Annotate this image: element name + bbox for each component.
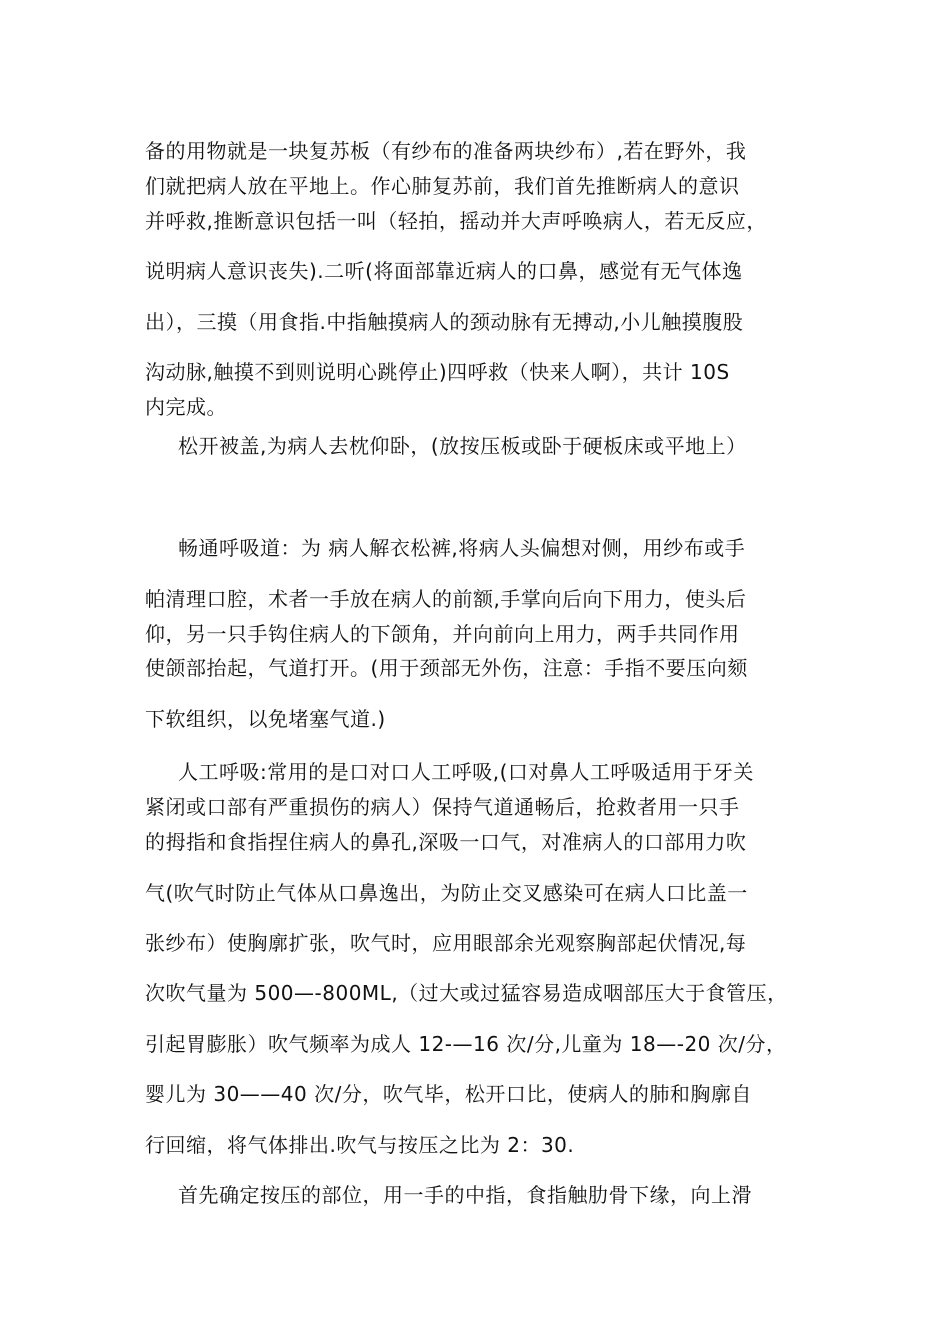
text-line: 引起胃膨胀）吹气频率为成人 12-—16 次/分,儿童为 18—-20 次/分， xyxy=(145,1032,787,1056)
text-line: 人工呼吸:常用的是口对口人工呼吸,(口对鼻人工呼吸适用于牙关 xyxy=(178,760,754,784)
text-line: 沟动脉,触摸不到则说明心跳停止)四呼救（快来人啊），共计 10S xyxy=(145,360,730,384)
text-line: 次吹气量为 500—-800ML,（过大或过猛容易造成咽部压大于食管压， xyxy=(145,981,788,1005)
text-line: 仰，另一只手钩住病人的下颌角，并向前向上用力，两手共同作用 xyxy=(145,622,740,646)
text-line: 气(吹气时防止气体从口鼻逸出，为防止交叉感染可在病人口比盖一 xyxy=(145,881,748,905)
text-line: 说明病人意识丧失).二听(将面部靠近病人的口鼻，感觉有无气体逸 xyxy=(145,259,743,283)
text-line: 首先确定按压的部位，用一手的中指，食指触肋骨下缘，向上滑 xyxy=(178,1183,752,1207)
text-line: 行回缩，将气体排出.吹气与按压之比为 2：30. xyxy=(145,1133,575,1157)
text-line: 备的用物就是一块复苏板（有纱布的准备两块纱布）,若在野外，我 xyxy=(145,139,747,163)
text-line: 内完成。 xyxy=(145,395,227,419)
text-line: 出），三摸（用食指.中指触摸病人的颈动脉有无搏动,小儿触摸腹股 xyxy=(145,310,744,334)
text-line: 们就把病人放在平地上。作心肺复苏前，我们首先推断病人的意识 xyxy=(145,174,740,198)
text-line: 下软组织，以免堵塞气道.) xyxy=(145,707,386,731)
text-line: 畅通呼吸道：为 病人解衣松裤,将病人头偏想对侧，用纱布或手 xyxy=(178,536,746,560)
text-line: 紧闭或口部有严重损伤的病人）保持气道通畅后，抢救者用一只手 xyxy=(145,795,740,819)
text-line: 并呼救,推断意识包括一叫（轻拍，摇动并大声呼唤病人，若无反应， xyxy=(145,209,767,233)
text-line: 的拇指和食指捏住病人的鼻孔,深吸一口气，对准病人的口部用力吹 xyxy=(145,830,747,854)
text-line: 张纱布）使胸廓扩张，吹气时，应用眼部余光观察胸部起伏情况,每 xyxy=(145,931,747,955)
text-line: 松开被盖,为病人去枕仰卧，(放按压板或卧于硬板床或平地上） xyxy=(178,434,747,458)
text-line: 帕清理口腔，术者一手放在病人的前额,手掌向后向下用力，使头后 xyxy=(145,587,747,611)
text-line: 使颌部抬起，气道打开。(用于颈部无外伤，注意：手指不要压向颏 xyxy=(145,656,748,680)
text-line: 婴儿为 30——40 次/分，吹气毕，松开口比，使病人的肺和胸廓自 xyxy=(145,1082,752,1106)
